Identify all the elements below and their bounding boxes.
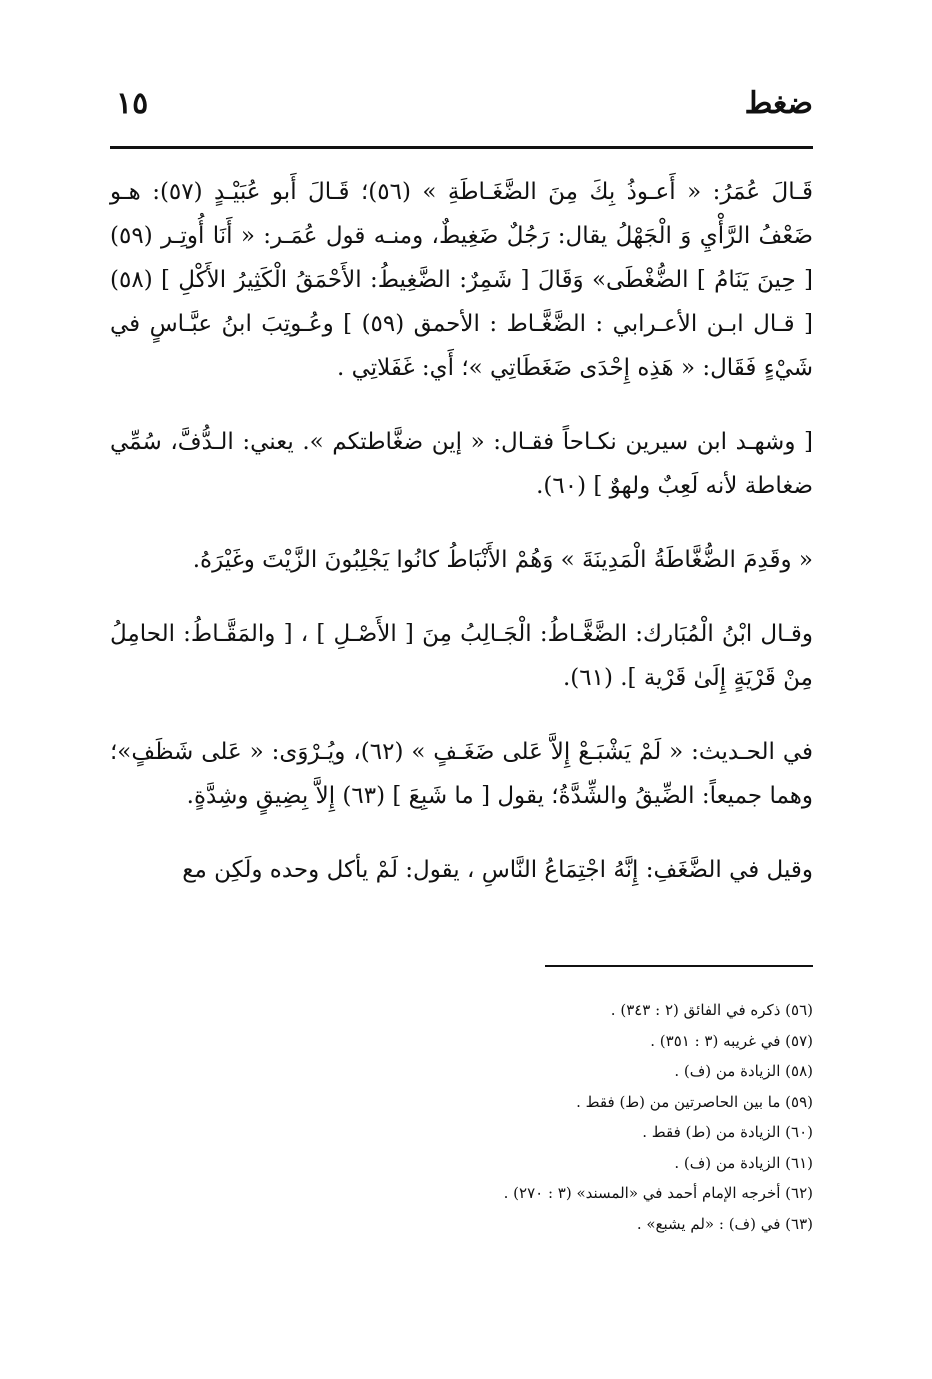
header-divider <box>110 146 813 149</box>
header-title: ضغط <box>744 86 813 121</box>
footnote-divider <box>545 965 813 967</box>
paragraph-6: وقيل في الضَّغَفِ: إِنَّهُ اجْتِمَاعُ النَّاسِ ، يقول: لَمْ يأكل وحده ولَكِن مع <box>182 857 813 883</box>
footnotes <box>293 995 813 1239</box>
footnote-58: (٥٨) الزيادة من (ف) . <box>674 1062 813 1080</box>
paragraph-gap <box>110 700 813 730</box>
paragraph-gap <box>110 582 813 612</box>
footnote-61: (٦١) الزيادة من (ف) . <box>674 1153 813 1172</box>
footnote-57: (٥٧) في غريبه (٣ : ٣٥١) . <box>650 1031 813 1050</box>
page-header <box>110 86 813 136</box>
paragraph-gap <box>110 818 813 848</box>
paragraph-5: في الحـديث: « لَمْ يَشْبَـعْ إِلاَّ عَلى ضَغَـفٍ » (٦٢)، ويُـرْوَى: « عَلى شَظَفٍ»؛ وهما جميعاً: الضِّيقُ والشِّدَّةُ؛ يقول [ ما شَبِعَ ] (٦٣) إِلاَّ بِضِيقٍ وشِدَّةٍ. <box>110 739 813 809</box>
paragraph-3: « وقَدِمَ الضُّغَّاطَةُ الْمَدِينَةَ » وَهُمْ الأَنْبَاطُ كانُوا يَجْلِبُونَ الزَّيْتَ وغَيْرَهُ. <box>192 547 813 573</box>
footnote-60: (٦٠) الزيادة من (ط) فقط . <box>642 1123 813 1141</box>
footnote-62: (٦٢) أخرجه الإمام أحمد في «المسند» (٣ : ٢٧٠) . <box>503 1184 813 1202</box>
page-number: ١٥ <box>116 86 149 121</box>
paragraph-gap <box>110 390 813 420</box>
paragraph-4: وقـال ابْنُ الْمُبَارك: الضَّغَّـاطُ: الْجَـالِبُ مِنَ [ الأَصْـلِ ] ، [ والمَقَّـاطُ: الحامِلُ مِنْ قَرْيَةٍ إِلَىٰ قَرْية ]. (٦١). <box>110 621 813 691</box>
footnote-63: (٦٣) في (ف) : «لم يشبع» . <box>636 1214 813 1233</box>
main-text <box>110 170 813 892</box>
footnote-56: (٥٦) ذكره في الفائق (٢ : ٣٤٣) . <box>610 1001 813 1019</box>
footnote-59: (٥٩) ما بين الحاصرتين من (ط) فقط . <box>576 1092 813 1111</box>
paragraph-gap <box>110 508 813 538</box>
paragraph-2: [ وشهـد ابن سيرين نكـاحاً فقـال: « إين ضغَّاطتكم ». يعني: الـدُّفَّ، سُمِّي ضغاطة لأنه لَعِبٌ ولهوٌ ] (٦٠). <box>110 429 813 499</box>
paragraph-1: قَـالَ عُمَرُ: « أَعـوذُ بِكَ مِنَ الضَّغَـاطَةِ » (٥٦)؛ قَـالَ أَبو عُبَيْـدٍ (٥٧): هـو ضَعْفُ الرَّأْيِ وَ الْجَهْلُ يقال: رَجُلٌ ضَغِيطٌ، ومنـه قول عُمَـر: « أَنَا أُوتِـر (٥٩) [ حِينَ يَنَامُ ] الضُّغْطَى» وَقَالَ [ شَمِرٌ: الضَّغِيطُ: الأَحْمَقُ الْكَثِيرُ الأَكْلِ ] (٥٨) [ قـال ابـن الأعـرابي : الضَّغَّـاط : الأحمق (٥٩) ] وعُـوتِبَ ابنُ عبَّـاسٍ في شَيْءٍ فَقَال: « هَذِه إِحْدَى ضَغَطَاتِي »؛ أَي: غَفَلاتِي . <box>110 179 814 381</box>
